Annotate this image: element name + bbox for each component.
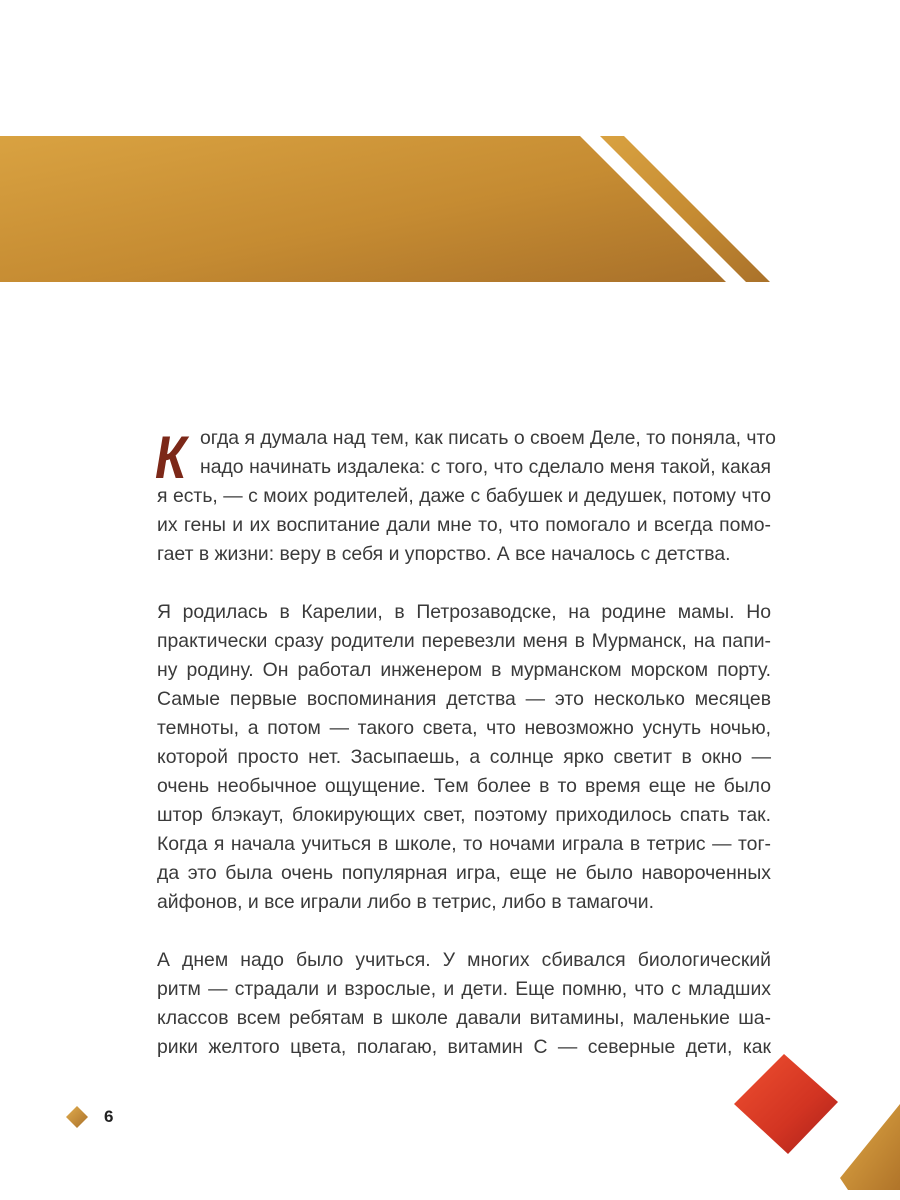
paragraph [157, 946, 771, 1062]
text-line: штор блэкаут, блокирующих свет, поэтому приходилось спать так. [157, 804, 771, 826]
red-diamond-shape [734, 1054, 838, 1154]
banner-shape [0, 136, 726, 282]
chapter-banner [0, 136, 780, 369]
text-line: практически сразу родители перевезли меня в Мурманск, на папи- [157, 630, 771, 652]
text-line: гает в жизни: веру в себя и упорство. А все началось с детства. [157, 543, 731, 565]
page-footer [64, 1104, 113, 1130]
corner-diamond-decoration [730, 1050, 900, 1200]
page-number: 6 [104, 1107, 114, 1126]
text-line: рики желтого цвета, полагаю, витамин С — северные дети, как [157, 1036, 771, 1058]
text-line: классов всем ребятам в школе давали витамины, маленькие ша- [157, 1007, 771, 1029]
text-line: которой просто нет. Засыпаешь, а солнце ярко светит в окно — [157, 746, 771, 768]
text-line: да это была очень популярная игра, еще не было навороченных [157, 862, 771, 884]
text-line: Самые первые воспоминания детства — это несколько месяцев [157, 688, 771, 710]
text-line: Я родилась в Карелии, в Петрозаводске, на родине мамы. Но [157, 601, 771, 623]
diamond-bullet-icon [64, 1104, 90, 1130]
text-line: А днем надо было учиться. У многих сбивался биологический [157, 949, 771, 971]
drop-cap: К [155, 424, 187, 491]
text-line: Когда я начала учиться в школе, то ночами играла в тетрис — тог- [157, 833, 771, 855]
paragraph [155, 424, 776, 569]
text-line: я есть, — с моих родителей, даже с бабушек и дедушек, потому что [157, 485, 771, 507]
paragraph [157, 598, 771, 917]
text-line: надо начинать издалека: с того, что сделало меня такой, какая [200, 456, 771, 478]
chapter-title: Моя родословная [158, 300, 664, 369]
text-line: их гены и их воспитание дали мне то, что помогало и всегда помо- [157, 514, 771, 536]
body-text [155, 424, 776, 1062]
text-line: айфонов, и все играли либо в тетрис, либо в тамагочи. [157, 891, 654, 913]
text-line: ритм — страдали и взрослые, и дети. Еще помню, что с младших [157, 978, 771, 1000]
text-line: огда я думала над тем, как писать о своем Деле, то поняла, что [200, 427, 776, 449]
text-line: очень необычное ощущение. Тем более в то время еще не было [157, 775, 771, 797]
banner-background [0, 136, 780, 282]
gold-corner-shape [840, 1104, 900, 1190]
text-line: темноты, а потом — такого света, что невозможно уснуть ночью, [157, 717, 771, 739]
text-line: ну родину. Он работал инженером в мурманском морском порту. [157, 659, 771, 681]
